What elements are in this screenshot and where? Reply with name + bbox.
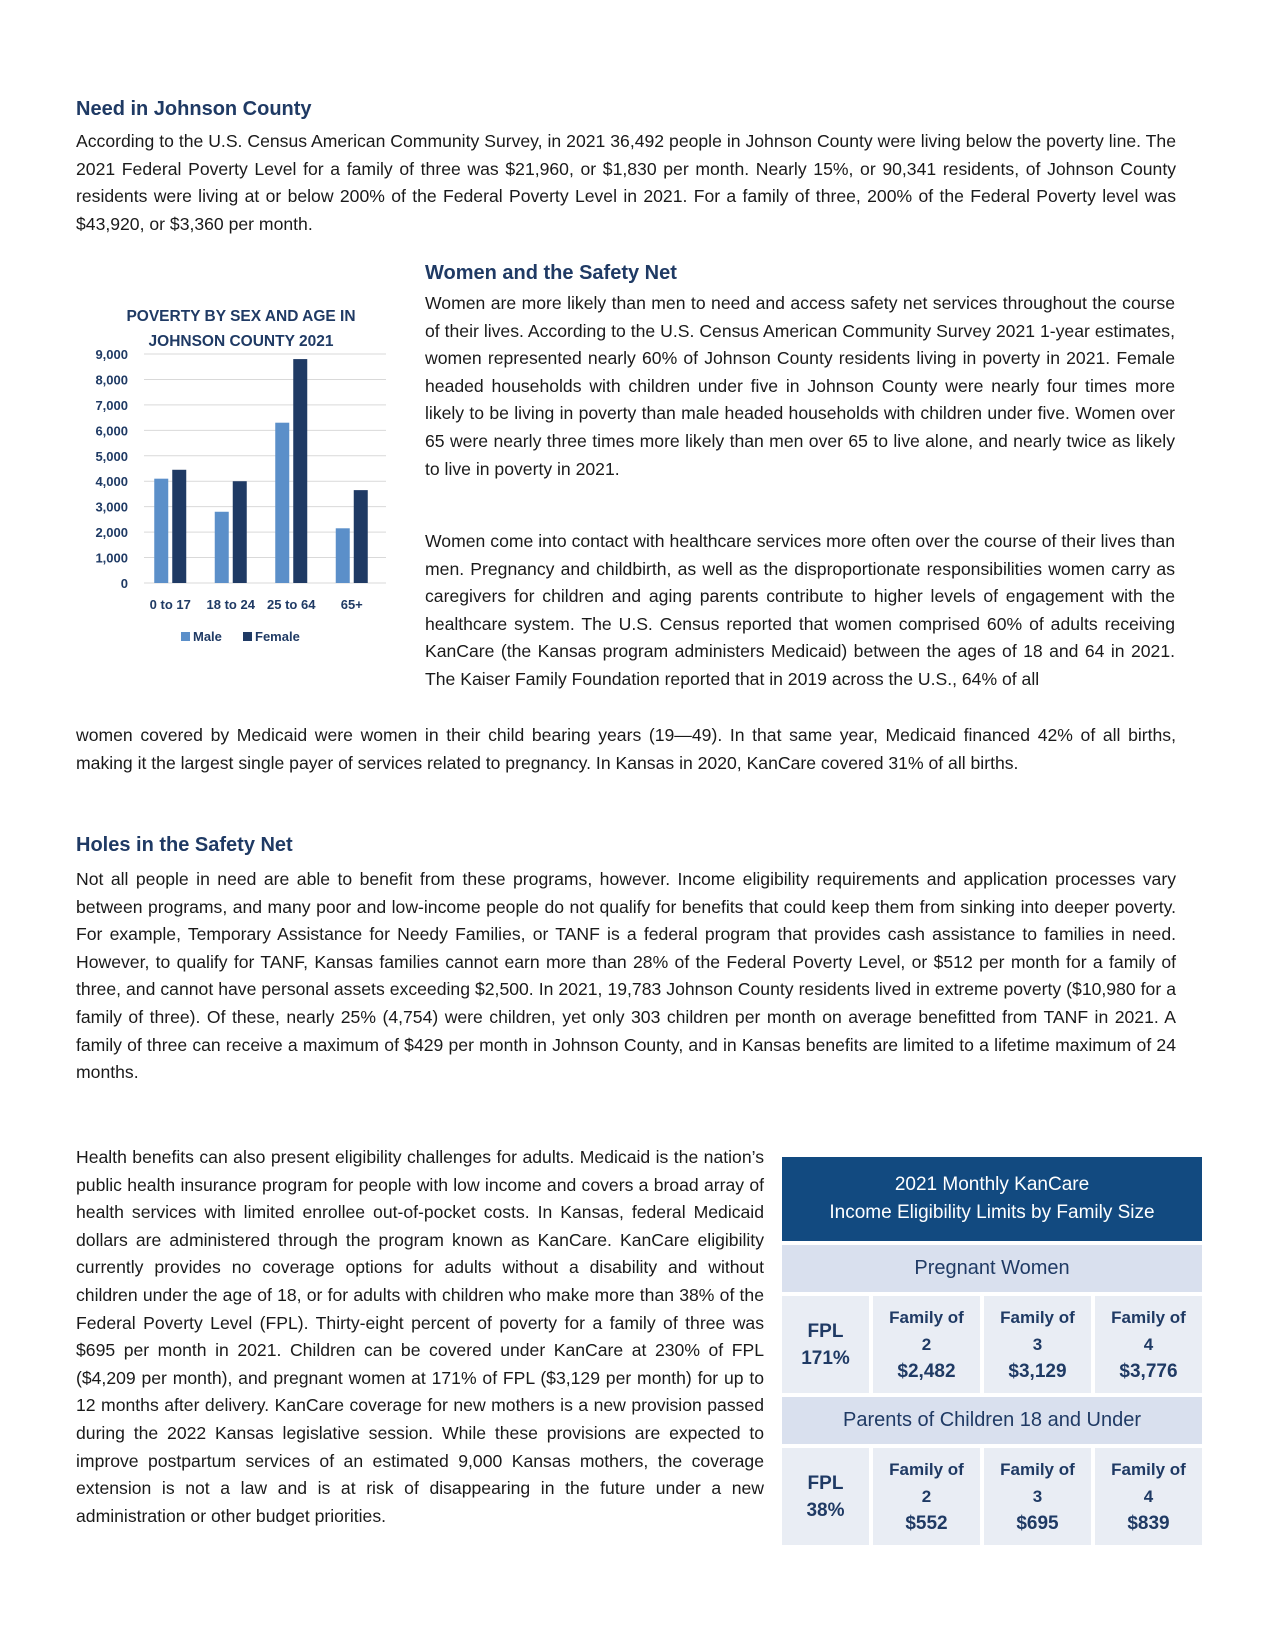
- y-tick-label: 3,000: [95, 499, 128, 515]
- legend-swatch: [243, 632, 252, 641]
- y-tick-label: 1,000: [95, 550, 128, 566]
- family-size: 3: [1032, 1335, 1043, 1354]
- family-size: 3: [1032, 1487, 1043, 1506]
- family-label: Family of: [1000, 1460, 1075, 1479]
- bar-male: [215, 512, 229, 583]
- family-amount: $3,776: [1119, 1361, 1178, 1382]
- family-size: 2: [921, 1487, 932, 1506]
- family-label: Family of: [1111, 1460, 1186, 1479]
- y-tick-label: 4,000: [95, 474, 128, 490]
- legend-swatch: [181, 632, 190, 641]
- fpl-label: FPL: [807, 1320, 844, 1342]
- family-amount: $695: [1016, 1513, 1059, 1534]
- x-tick-label: 18 to 24: [206, 597, 255, 612]
- heading-women: Women and the Safety Net: [425, 262, 677, 284]
- eligibility-table: [778, 1153, 1206, 1549]
- y-tick-label: 8,000: [95, 372, 128, 388]
- paragraph-women-3: women covered by Medicaid were women in their child bearing years (19—49). In that same year, Medicaid financed 42% of all births, making it the largest single payer of services related to pregnancy. In Kansas in 2020, KanCare covered 31% of all births.: [76, 725, 1176, 773]
- paragraph-need: According to the U.S. Census American Community Survey, in 2021 36,492 people in Johnson County were living below the poverty line. The 2021 Federal Poverty Level for a family of three was $21,960, or $1,830 per month. Nearly 15%, or 90,341 residents, of Johnson County residents were living at or below 200% of the Federal Poverty Level in 2021. For a family of three, 200% of the Federal Poverty level was $43,920, or $3,360 per month.: [76, 131, 1176, 234]
- y-tick-label: 7,000: [95, 397, 128, 413]
- bar-male: [275, 423, 289, 583]
- family-label: Family of: [889, 1308, 964, 1327]
- heading-holes: Holes in the Safety Net: [76, 834, 293, 856]
- chart-title-line2: JOHNSON COUNTY 2021: [148, 333, 334, 350]
- family-label: Family of: [1111, 1308, 1186, 1327]
- family-size: 4: [1143, 1335, 1154, 1354]
- x-tick-label: 0 to 17: [149, 597, 191, 612]
- bar-male: [336, 528, 350, 583]
- family-cell: [1095, 1296, 1202, 1393]
- fpl-label: FPL: [807, 1472, 844, 1494]
- family-size: 4: [1143, 1487, 1154, 1506]
- group-label-parents: Parents of Children 18 and Under: [782, 1397, 1202, 1444]
- table-title-line1: 2021 Monthly KanCare: [894, 1174, 1090, 1195]
- family-amount: $2,482: [897, 1361, 956, 1382]
- y-tick-label: 0: [120, 576, 128, 591]
- group-label-pregnant: Pregnant Women: [782, 1245, 1202, 1292]
- paragraph-women-1: Women are more likely than men to need and access safety net services throughout the course of their lives. According to the U.S. Census American Community Survey 2021 1-year estimates, women represented nearly 60% of Johnson County residents living in poverty in 2021. Female headed households with children under five in Johnson County were nearly four times more likely to be living in poverty than male headed households with children under five. Women over 65 were nearly three times more likely than men over 65 to live alone, and nearly twice as likely to live in poverty in 2021.: [425, 293, 1175, 479]
- heading-need: Need in Johnson County: [76, 98, 312, 120]
- table-title-line2: Income Eligibility Limits by Family Size: [829, 1202, 1155, 1223]
- fpl-cell: [782, 1296, 869, 1393]
- bar-female: [293, 359, 307, 583]
- family-cell: [984, 1296, 1091, 1393]
- y-tick-label: 5,000: [95, 448, 128, 464]
- family-cell: [1095, 1448, 1202, 1545]
- x-tick-label: 65+: [340, 597, 363, 612]
- fpl-cell: [782, 1448, 869, 1545]
- poverty-chart: [76, 296, 406, 696]
- family-label: Family of: [889, 1460, 964, 1479]
- paragraph-women-2: Women come into contact with healthcare services more often over the course of their lives than men. Pregnancy and childbirth, as well as the disproportionate responsibilities women carry as caregivers for children and aging parents contribute to higher levels of engagement with the healthcare system. The U.S. Census reported that women comprised 60% of adults receiving KanCare (the Kansas program administers Medicaid) between the ages of 18 and 64 in 2021. The Kaiser Family Foundation reported that in 2019 across the U.S., 64% of all: [425, 531, 1175, 689]
- bar-female: [172, 470, 186, 583]
- family-cell: [873, 1448, 980, 1545]
- table-row-parents: [782, 1448, 1202, 1545]
- table-row-pregnant: [782, 1296, 1202, 1393]
- bar-male: [154, 479, 168, 583]
- fpl-value: 38%: [806, 1499, 845, 1521]
- legend-label: Male: [193, 629, 222, 644]
- fpl-value: 171%: [801, 1347, 850, 1369]
- family-amount: $552: [905, 1513, 948, 1534]
- paragraph-holes: Not all people in need are able to benefit from these programs, however. Income eligibility requirements and application processes vary between programs, and many poor and low-income people do not qualify for benefits that could keep them from sinking into deeper poverty. For example, Temporary Assistance for Needy Families, or TANF is a federal program that provides cash assistance to families in need. However, to qualify for TANF, Kansas families cannot earn more than 28% of the Federal Poverty Level, or $512 per month for a family of three, and cannot have personal assets exceeding $2,500. In 2021, 19,783 Johnson County residents lived in extreme poverty ($10,980 for a family of three). Of these, nearly 25% (4,754) were children, yet only 303 children per month on average benefitted from TANF in 2021. A family of three can receive a maximum of $429 per month in Johnson County, and in Kansas benefits are limited to a lifetime maximum of 24 months.: [76, 869, 1176, 1083]
- family-size: 2: [921, 1335, 932, 1354]
- table-title: [782, 1157, 1202, 1241]
- y-tick-label: 6,000: [95, 423, 128, 439]
- y-tick-label: 2,000: [95, 525, 128, 541]
- family-label: Family of: [1000, 1308, 1075, 1327]
- family-amount: $839: [1127, 1513, 1170, 1534]
- family-cell: [984, 1448, 1091, 1545]
- x-tick-label: 25 to 64: [267, 597, 316, 612]
- paragraph-health: Health benefits can also present eligibility challenges for adults. Medicaid is the nation’s public health insurance program for people with low income and covers a broad array of health services with limited enrollee out-of-pocket costs. In Kansas, federal Medicaid dollars are administered through the program known as KanCare. KanCare eligibility currently provides no coverage options for adults without a disability and without children under the age of 18, or for adults with children who make more than 38% of the Federal Poverty Level (FPL). Thirty-eight percent of poverty for a family of three was $695 per month in 2021. Children can be covered under KanCare at 230% of FPL ($4,209 per month), and pregnant women at 171% of FPL ($3,129 per month) for up to 12 months after delivery. KanCare coverage for new mothers is a new provision passed during the 2022 Kansas legislative session. While these provisions are expected to improve postpartum services of an estimated 9,000 Kansas mothers, the coverage extension is not a law and is at risk of disappearing in the future under a new administration or other budget priorities.: [76, 1147, 764, 1526]
- chart-title-line1: POVERTY BY SEX AND AGE IN: [126, 308, 356, 325]
- bar-female: [233, 481, 247, 583]
- family-cell: [873, 1296, 980, 1393]
- chart-svg: [76, 296, 406, 696]
- bar-female: [354, 490, 368, 583]
- family-amount: $3,129: [1008, 1361, 1067, 1382]
- y-tick-label: 9,000: [95, 347, 128, 362]
- legend-label: Female: [255, 629, 300, 644]
